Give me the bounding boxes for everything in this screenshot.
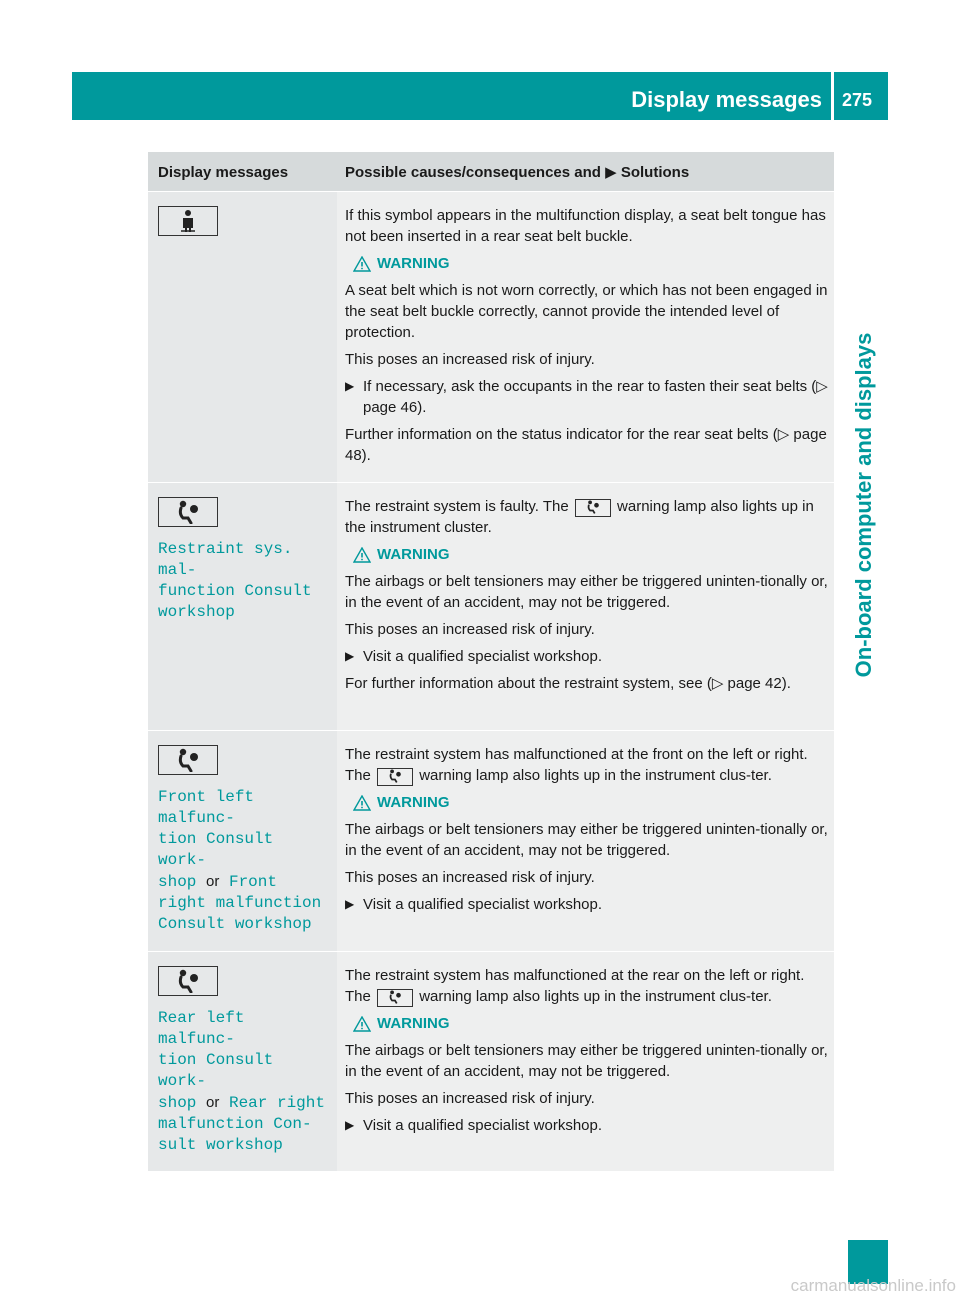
display-message-text [158, 1008, 329, 1156]
display-message-part2: Rear right malfunction Con‐ sult workshop [158, 1094, 325, 1154]
airbag-warning-icon [377, 989, 413, 1007]
display-message-part2: Front right malfunction Consult workshop [158, 873, 322, 933]
cause-text-after: warning lamp also lights up in the instrument clus‐ter. [419, 767, 772, 784]
cause-text [345, 496, 828, 538]
solution-arrow-icon: ▶ [605, 164, 617, 181]
solution-cell [337, 483, 834, 731]
side-section-label: On-board computer and displays [851, 332, 876, 678]
warning-triangle-icon [353, 256, 371, 272]
header-divider [831, 72, 834, 120]
cause-text-after: warning lamp also lights up in the instrument clus‐ter. [419, 988, 772, 1005]
display-messages-table [148, 152, 834, 1171]
risk-text: This poses an increased risk of injury. [345, 621, 595, 638]
warning-heading [353, 253, 828, 274]
table-row [148, 192, 834, 483]
warning-text: The airbags or belt tensioners may either be triggered uninten‐tionally or, in the event of an accident, may not be triggered. [345, 821, 828, 859]
action-arrow-icon: ▶ [345, 379, 355, 393]
warning-heading [353, 544, 828, 565]
solution-cell [337, 731, 834, 952]
action-text: Visit a qualified specialist workshop. [363, 648, 603, 665]
warning-heading [353, 792, 828, 813]
risk-text: This poses an increased risk of injury. [345, 1090, 595, 1107]
warning-triangle-icon [353, 1016, 371, 1032]
display-message-part1: Front left malfunc‐ tion Consult work‐ shop [158, 788, 274, 891]
action-bullet [345, 894, 828, 915]
action-bullet [345, 1115, 828, 1136]
warning-triangle-icon [353, 547, 371, 563]
display-message-text: Restraint sys. mal‐ function Consult workshop [158, 540, 312, 621]
table-row [148, 952, 834, 1171]
column-header-solutions-text: Solutions [620, 164, 690, 181]
action-text: Visit a qualified specialist workshop. [363, 896, 603, 913]
airbag-warning-icon [377, 768, 413, 786]
cause-text [345, 744, 828, 786]
display-message-part1: Rear left malfunc‐ tion Consult work‐ shop [158, 1009, 274, 1112]
warning-label: WARNING [377, 1015, 450, 1032]
risk-text: This poses an increased risk of injury. [345, 869, 595, 886]
page-title: Display messages [631, 87, 822, 112]
table-row [148, 483, 834, 731]
watermark: carmanualsonline.info [790, 1276, 956, 1295]
warning-label: WARNING [377, 794, 450, 811]
display-message-text [158, 787, 329, 935]
cause-text-before: The restraint system is faulty. The [345, 498, 569, 515]
warning-label: WARNING [377, 255, 450, 272]
action-arrow-icon: ▶ [345, 897, 355, 911]
or-text: or [206, 873, 220, 890]
column-header-display-messages: Display messages [148, 152, 337, 192]
message-cell [148, 731, 337, 952]
action-bullet [345, 376, 828, 418]
cause-text-before: The restraint system has malfunctioned at the rear on the left or right. The [345, 967, 805, 1005]
warning-text: The airbags or belt tensioners may either be triggered uninten‐tionally or, in the event of an accident, may not be triggered. [345, 573, 828, 611]
rear-seat-belt-icon [158, 206, 218, 236]
cause-text-before: The restraint system has malfunctioned at the front on the left or right. The [345, 746, 808, 784]
message-cell [148, 483, 337, 731]
cause-text: If this symbol appears in the multifunction display, a seat belt tongue has not been inserted in a rear seat belt buckle. [345, 207, 826, 245]
message-cell [148, 192, 337, 483]
action-text: If necessary, ask the occupants in the rear to fasten their seat belts (▷ page 46). [363, 378, 828, 416]
action-bullet [345, 646, 828, 667]
warning-text: A seat belt which is not worn correctly, or which has not been engaged in the seat belt buckle correctly, cannot provide the intended level of protection. [345, 282, 828, 341]
action-text: Visit a qualified specialist workshop. [363, 1117, 603, 1134]
column-header-causes-text: Possible causes/consequences and [345, 164, 601, 181]
warning-heading [353, 1013, 828, 1034]
warning-text: The airbags or belt tensioners may either be triggered uninten‐tionally or, in the event of an accident, may not be triggered. [345, 1042, 828, 1080]
table-row [148, 731, 834, 952]
solution-cell [337, 192, 834, 483]
side-section-tab [840, 160, 888, 850]
airbag-warning-icon [575, 499, 611, 517]
warning-label: WARNING [377, 546, 450, 563]
or-text: or [206, 1094, 220, 1111]
table-header-row [148, 152, 834, 192]
column-header-causes [337, 152, 834, 192]
cause-text-after: warning lamp also lights up in the instrument cluster. [345, 498, 814, 536]
airbag-warning-icon [158, 497, 218, 527]
action-arrow-icon: ▶ [345, 1118, 355, 1132]
airbag-warning-icon [158, 745, 218, 775]
solution-cell [337, 952, 834, 1171]
risk-text: This poses an increased risk of injury. [345, 351, 595, 368]
warning-triangle-icon [353, 795, 371, 811]
further-info-text: For further information about the restraint system, see (▷ page 42). [345, 675, 791, 692]
action-arrow-icon: ▶ [345, 649, 355, 663]
message-cell [148, 952, 337, 1171]
further-info-text: Further information on the status indicator for the rear seat belts (▷ page 48). [345, 426, 827, 464]
page-number: 275 [842, 90, 873, 110]
cause-text [345, 965, 828, 1007]
airbag-warning-icon [158, 966, 218, 996]
